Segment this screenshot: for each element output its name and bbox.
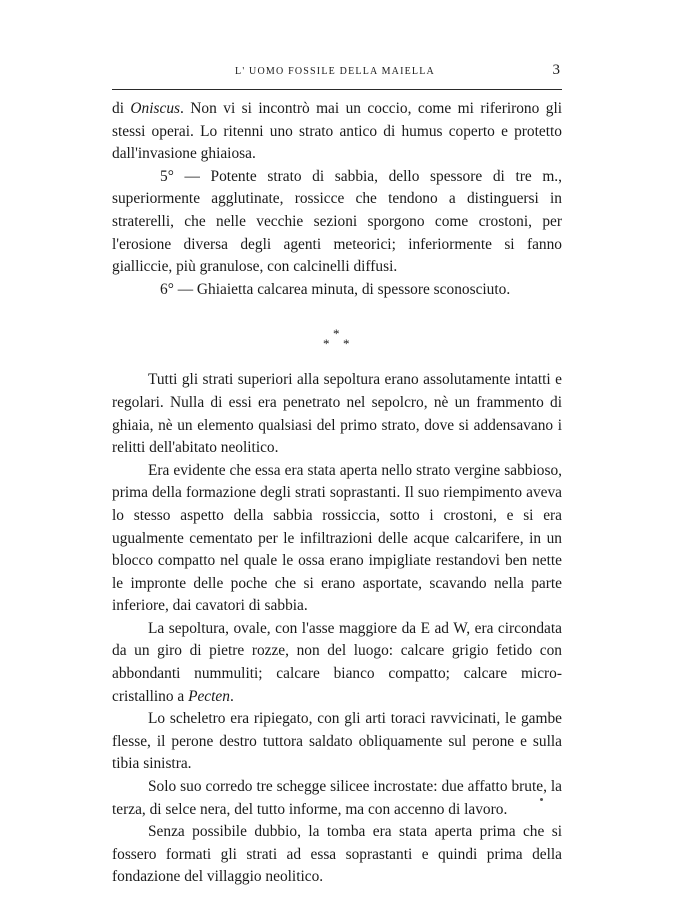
asterism-star-left: * [323, 336, 330, 352]
asterism-divider [112, 301, 562, 369]
asterism-star-right: * [343, 336, 350, 352]
paragraph-grave-goods: Solo suo corredo tre schegge silicee incrostate: due affatto brute, la terza, di selce nera, del tutto informe, ma con accenno di lavoro. [112, 778, 562, 818]
paragraph-1-rest: . Non vi si incontrò mai un coccio, come mi riferirono gli stessi operai. Lo ritenni uno strato antico di humus coperto e protetto dall'invasione ghiaiosa. [112, 100, 562, 163]
page-number: 3 [552, 62, 560, 78]
paragraph-burial-oval [112, 618, 562, 708]
paragraph-skeleton: Lo scheletro era ripiegato, con gli arti toraci ravvicinati, le gambe flesse, il perone destro tuttora saldato obliquamente sul perone e sulla tibia sinistra. [112, 710, 562, 773]
print-speck [540, 798, 543, 801]
paragraph-stratum-5: 5° — Potente strato di sabbia, dello spessore di tre m., superiormente agglutinate, rossicce che tendono a distinguersi in straterelli, che nelle vecchie sezioni sporgono come crostoni, per l'erosione diversa degli agenti meteorici; inferiormente si fanno gialliccie, più granulose, con calcinelli diffusi. [112, 167, 562, 276]
running-title: L' UOMO FOSSILE DELLA MAIELLA [235, 66, 435, 77]
asterism-star-top: * [333, 326, 340, 342]
italic-term-pecten: Pecten [188, 687, 230, 705]
italic-term-oniscus: Oniscus [130, 100, 181, 117]
paragraph-burial-start: La sepoltura, ovale, con l'asse maggiore da E ad W, era circondata da un giro di pietre rozze, non del luogo: calcare grigio fetido con abbondanti nummuliti; calcare bianco compatto; calcare micro-cristallino a [112, 619, 562, 705]
paragraph-tomb-opened: Era evidente che essa era stata aperta nello strato vergine sabbioso, prima della formazione degli strati soprastanti. Il suo riempimento aveva lo stesso aspetto della sabbia rossiccia, sotto i crostoni, e si era ugualmente cementato per le infiltrazioni delle acque calcarifere, in un blocco compatto nel quale le ossa erano impigliate restandovi ben nette le impronte delle poche che si erano asportate, scavando nella parte inferiore, dai cavatori di sabbia. [112, 461, 562, 615]
paragraph-stratum-6: 6° — Ghiaietta calcarea minuta, di spessore sconosciuto. [160, 280, 511, 298]
paragraph-strata-intact: Tutti gli strati superiori alla sepoltura erano assolutamente intatti e regolari. Nulla di essi era penetrato nel sepolcro, nè un frammento di ghiaia, nè un elemento qualsiasi del primo strato, dove si addensavano i relitti dell'abitato neolitico. [112, 371, 562, 457]
paragraph-1-start: di [112, 100, 131, 117]
paragraph-1 [112, 98, 562, 166]
paragraph-burial-end: . [229, 687, 234, 705]
running-header [108, 62, 562, 82]
body-text [112, 98, 562, 889]
header-rule [112, 89, 562, 90]
paragraph-conclusion: Senza possibile dubbio, la tomba era stata aperta prima che si fossero formati gli strati ad essa soprastanti e quindi prima della fondazione del villaggio neolitico. [112, 823, 562, 886]
